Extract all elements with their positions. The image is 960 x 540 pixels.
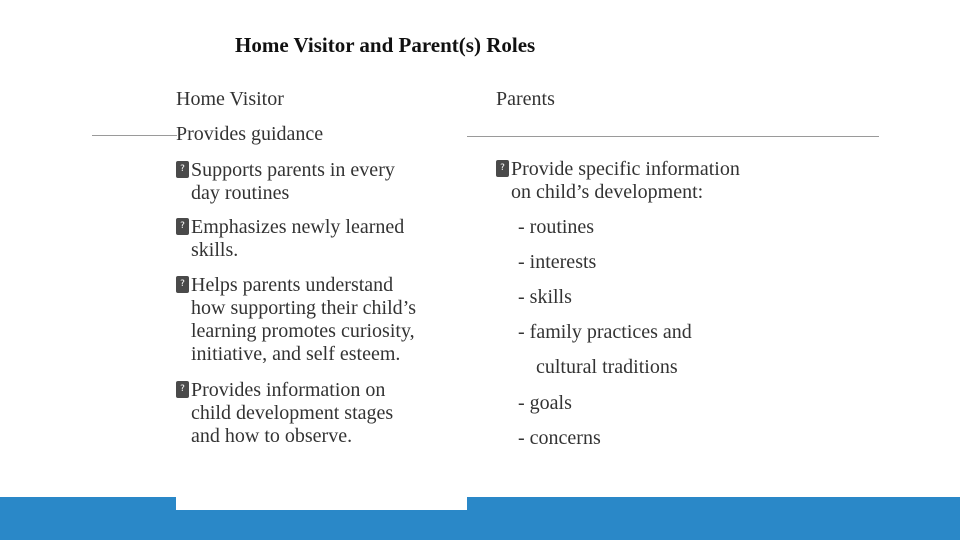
bullet-line: skills. bbox=[191, 239, 239, 261]
bullet-line: day routines bbox=[191, 182, 290, 204]
home-visitor-intro: Provides guidance bbox=[176, 123, 324, 145]
parents-detail-item: - interests bbox=[518, 251, 597, 273]
bullet-line: Supports parents in every bbox=[191, 159, 395, 181]
home-visitor-bullet bbox=[176, 216, 476, 262]
right-divider-line bbox=[467, 136, 879, 137]
home-visitor-bullet bbox=[176, 379, 476, 448]
bullet-line: learning promotes curiosity, bbox=[191, 320, 415, 342]
bullet-box-icon: ? bbox=[176, 161, 189, 178]
parents-detail-item: - goals bbox=[518, 392, 572, 414]
slide-title: Home Visitor and Parent(s) Roles bbox=[235, 33, 536, 57]
bullet-line: and how to observe. bbox=[191, 425, 353, 447]
bullet-line: how supporting their child’s bbox=[191, 297, 416, 319]
parents-bullet bbox=[496, 158, 816, 204]
bullet-box-icon: ? bbox=[176, 381, 189, 398]
bullet-line: Provides information on bbox=[191, 379, 386, 401]
parents-detail-item: cultural traditions bbox=[536, 356, 678, 378]
parents-detail-item: - family practices and bbox=[518, 321, 692, 343]
bottom-accent-band bbox=[0, 497, 960, 540]
home-visitor-bullet bbox=[176, 159, 476, 205]
home-visitor-bullet bbox=[176, 274, 476, 366]
bullet-line: on child’s development: bbox=[511, 181, 704, 203]
bullet-line: initiative, and self esteem. bbox=[191, 343, 401, 365]
bullet-line: Helps parents understand bbox=[191, 274, 394, 296]
bullet-box-icon: ? bbox=[496, 160, 509, 177]
parents-heading: Parents bbox=[496, 88, 555, 110]
bullet-line: Provide specific information bbox=[511, 158, 740, 180]
parents-detail-item: - concerns bbox=[518, 427, 601, 449]
parents-detail-item: - skills bbox=[518, 286, 572, 308]
bullet-box-icon: ? bbox=[176, 218, 189, 235]
home-visitor-heading: Home Visitor bbox=[176, 88, 284, 110]
parents-detail-item: - routines bbox=[518, 216, 595, 238]
bullet-line: child development stages bbox=[191, 402, 394, 424]
bullet-box-icon: ? bbox=[176, 276, 189, 293]
left-divider-line bbox=[92, 135, 177, 136]
bottom-band-notch bbox=[176, 497, 467, 510]
bullet-line: Emphasizes newly learned bbox=[191, 216, 405, 238]
